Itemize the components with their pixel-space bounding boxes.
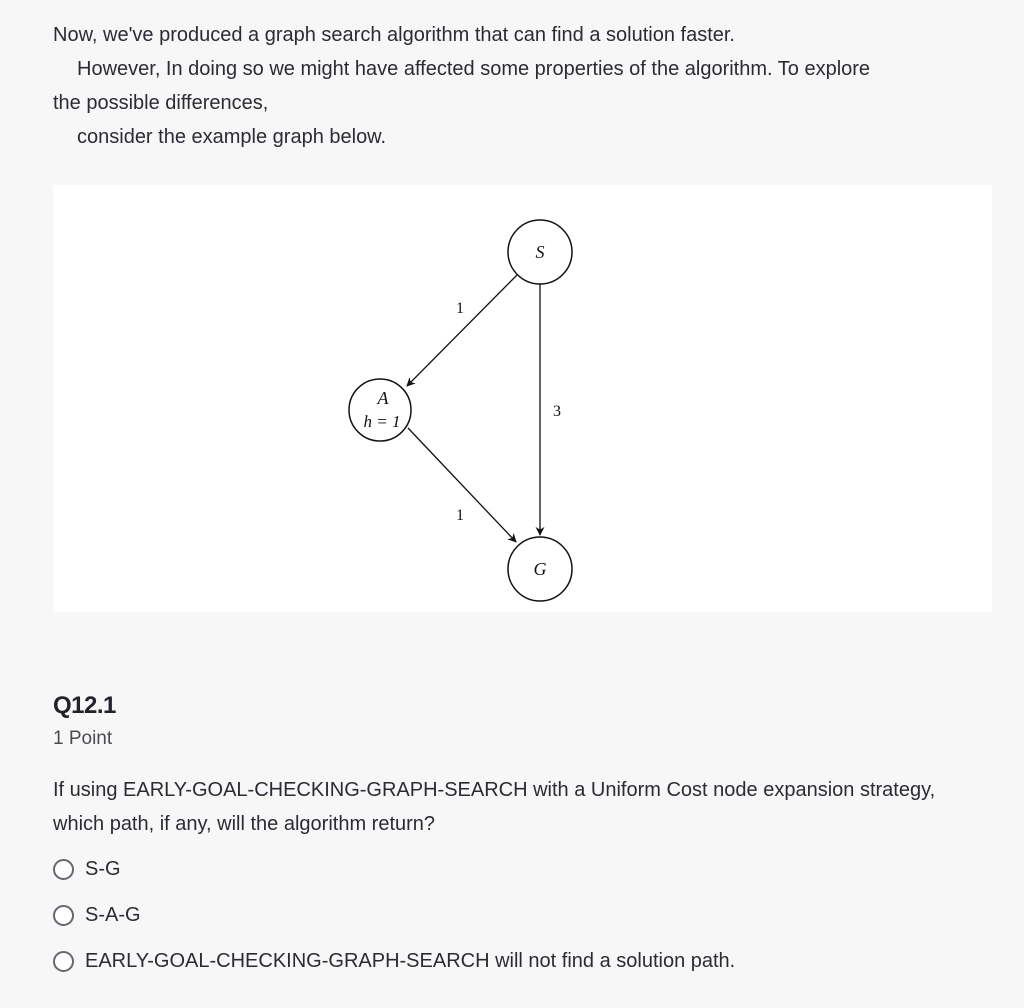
- node-a-heuristic: h = 1: [363, 412, 401, 431]
- radio-button[interactable]: [53, 951, 74, 972]
- question-number: Q12.1: [53, 692, 116, 719]
- node-g-label: G: [533, 559, 547, 579]
- edge-a-g: [408, 428, 516, 542]
- node-a-label: A: [377, 388, 389, 408]
- option-s-a-g[interactable]: [53, 899, 735, 932]
- option-label: S-A-G: [85, 904, 141, 926]
- intro-line-4: consider the example graph below.: [77, 126, 387, 148]
- option-label: EARLY-GOAL-CHECKING-GRAPH-SEARCH will not find a solution path.: [85, 950, 736, 972]
- intro-line-2: However, In doing so we might have affected some properties of the algorithm. To explore: [77, 58, 871, 80]
- edge-label-a-g: 1: [456, 507, 464, 524]
- question-text: If using EARLY-GOAL-CHECKING-GRAPH-SEARCH with a Uniform Cost node expansion strategy, which path, if any, will the algorithm return?: [53, 779, 936, 835]
- graph-figure: [53, 185, 992, 612]
- answer-options: [53, 853, 735, 991]
- node-s-label: S: [535, 242, 545, 262]
- intro-text: [53, 18, 973, 154]
- intro-line-1: Now, we've produced a graph search algorithm that can find a solution faster.: [53, 24, 735, 46]
- edge-label-s-a: 1: [456, 300, 464, 317]
- option-no-solution[interactable]: [53, 945, 735, 978]
- radio-button[interactable]: [53, 859, 74, 880]
- edge-s-a: [407, 275, 517, 386]
- radio-button[interactable]: [53, 905, 74, 926]
- option-s-g[interactable]: [53, 853, 735, 886]
- question-points: 1 Point: [53, 728, 113, 749]
- option-label: S-G: [85, 858, 121, 880]
- graph-diagram: [53, 185, 992, 612]
- edge-label-s-g: 3: [553, 403, 561, 420]
- intro-line-3: the possible differences,: [53, 92, 269, 114]
